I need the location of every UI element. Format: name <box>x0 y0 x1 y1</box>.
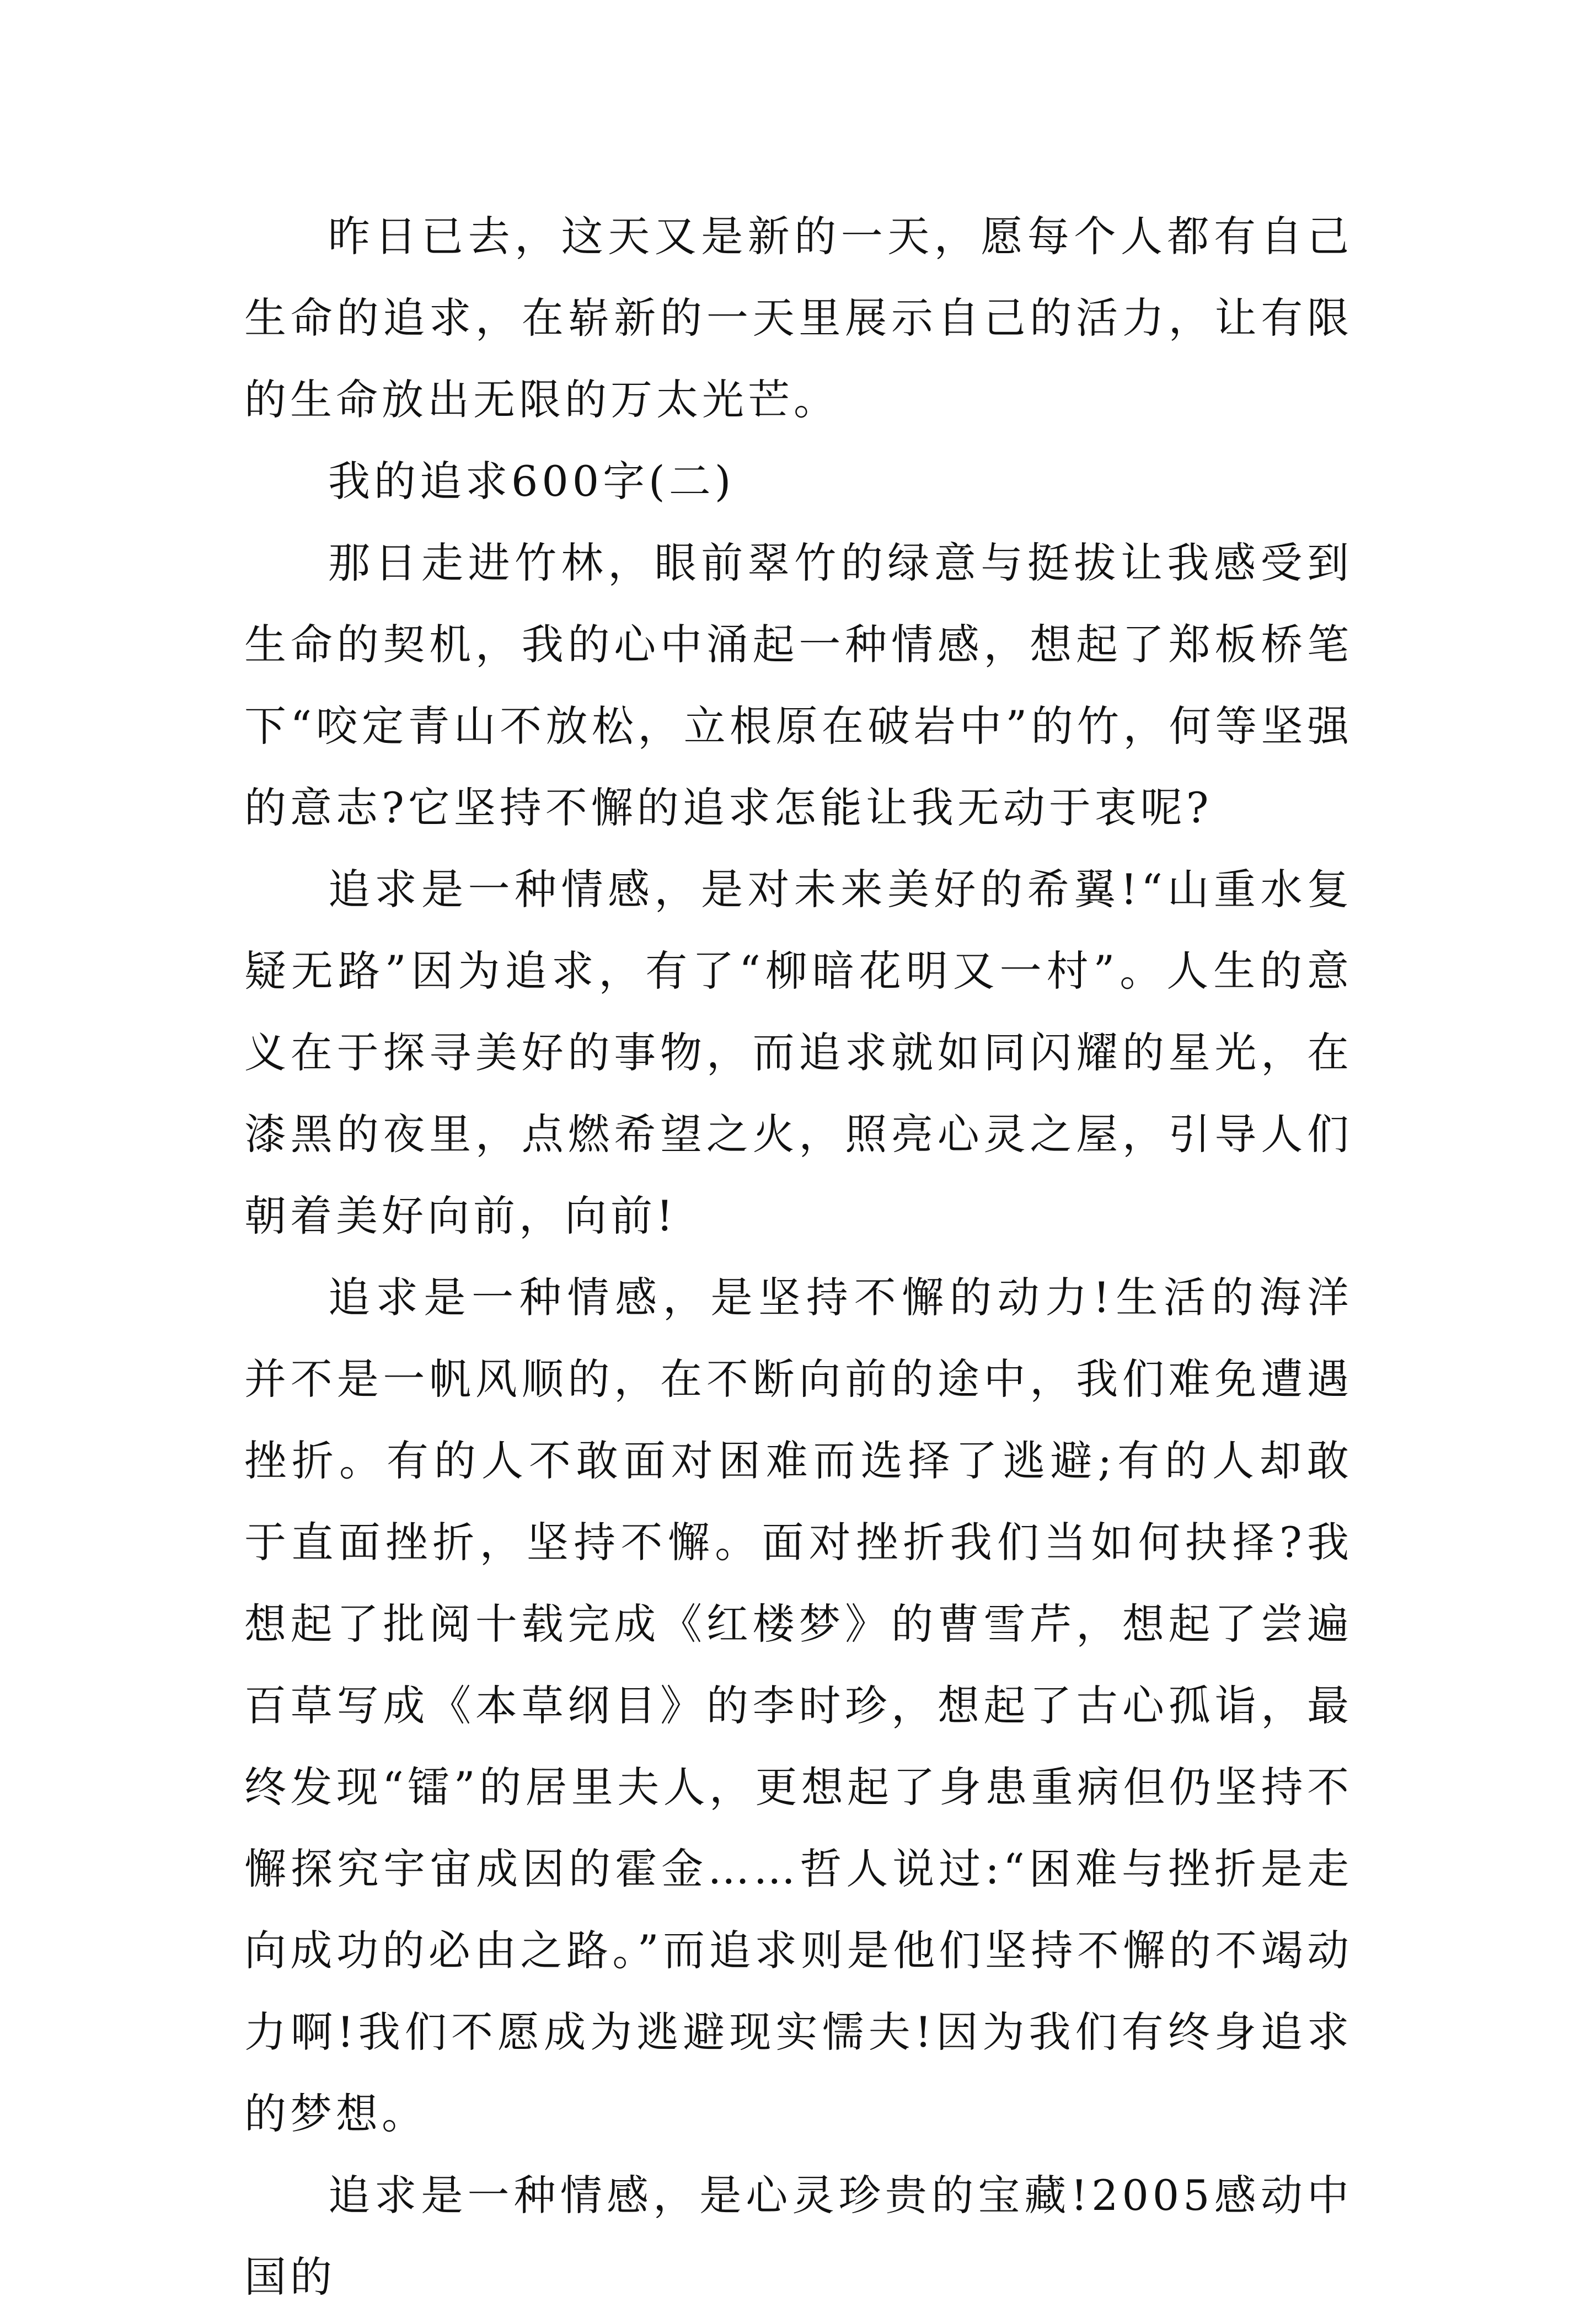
paragraph-3: 追求是一种情感，是对未来美好的希翼!“山重水复疑无路”因为追求，有了“柳暗花明又一村”。人生的意义在于探寻美好的事物，而追求就如同闪耀的星光，在漆黑的夜里，点燃希望之火，照亮心灵之屋，引导人们朝着美好向前，向前! <box>244 865 1353 1240</box>
paragraph-2: 那日走进竹林，眼前翠竹的绿意与挺拔让我感受到生命的契机，我的心中涌起一种情感，想起了郑板桥笔下“咬定青山不放松，立根原在破岩中”的竹，何等坚强的意志?它坚持不懈的追求怎能让我无动于衷呢? <box>244 538 1353 832</box>
paragraph-4: 追求是一种情感，是坚持不懈的动力!生活的海洋并不是一帆风顺的，在不断向前的途中，我们难免遭遇挫折。有的人不敢面对困难而选择了逃避;有的人却敢于直面挫折，坚持不懈。面对挫折我们当如何抉择?我想起了批阅十载完成《红楼梦》的曹雪芹，想起了尝遍百草写成《本草纲目》的李时珍，想起了古心孤诣，最终发现“镭”的居里夫人，更想起了身患重病但仍坚持不懈探究宇宙成因的霍金……哲人说过:“困难与挫折是走向成功的必由之路。”而追求则是他们坚持不懈的不竭动力啊!我们不愿成为逃避现实懦夫!因为我们有终身追求的梦想。 <box>244 1273 1353 2138</box>
paragraph-1: 昨日已去，这天又是新的一天，愿每个人都有自己生命的追求，在崭新的一天里展示自己的活力，让有限的生命放出无限的万太光芒。 <box>244 212 1353 424</box>
document-body <box>244 196 1353 2318</box>
section-heading: 我的追求600字(二) <box>328 457 735 506</box>
paragraph-5: 追求是一种情感，是心灵珍贵的宝藏!2005感动中国的 <box>244 2171 1353 2301</box>
